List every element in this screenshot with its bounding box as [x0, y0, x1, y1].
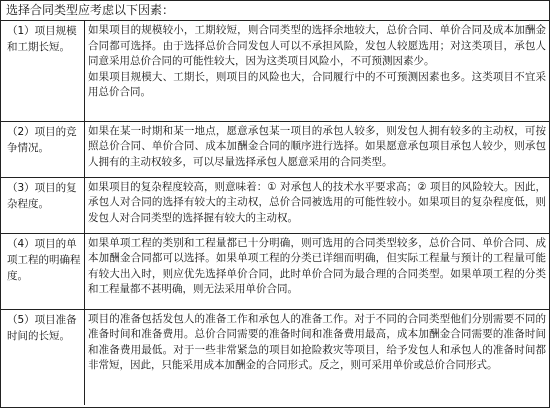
description-paragraph: 如果项目的规模较小，工期较短，则合同类型的选择余地较大，总价合同、单价合同及成本加酬金合同都可选择。由于选择总价合同发包人可以不承担风险，发包人较愿选用；对这类项目，承包人同意采用总价合同的可能性较大，因为这类项目风险小，不可预测因素少。 [88, 24, 546, 67]
factor-label: （2）项目的竞争情况。 [1, 121, 85, 177]
table-row [1, 309, 549, 405]
description-paragraph: 项目的准备包括发包人的准备工作和承包人的准备工作。对于不同的合同类型他们分别需要不同的准备时间和准备费用。总价合同需要的准备时间和准备费用最高，成本加酬金合同需要的准备时间和准备费用最低。对于一些非常紧急的项目如抢险救灾等项目，给予发包人和承包人的准备时间都非常短，因此，只能采用成本加酬金的合同形式。反之，则可采用单价或总价合同形式。 [88, 312, 546, 371]
factor-label: （3）项目的复杂程度。 [1, 177, 85, 233]
description-paragraph: 如果项目规模大、工期长，则项目的风险也大，合同履行中的不可预测因素也多。这类项目不宜采用总价合同。 [88, 70, 546, 98]
factor-description [85, 177, 550, 233]
table-row [1, 233, 549, 309]
factor-description [85, 233, 550, 309]
table-row [1, 177, 549, 233]
factor-description [85, 309, 550, 405]
table-row [1, 21, 549, 121]
description-paragraph: 如果在某一时期和某一地点，愿意承包某一项目的承包人较多，则发包人拥有较多的主动权，可按照总价合同、单价合同、成本加酬金合同的顺序进行选择。如果愿意承包项目承包人较少，则承包人拥有的主动权较多，可以尽量选择承包人愿意采用的合同类型。 [88, 124, 546, 168]
factor-label: （1）项目规模和工期长短。 [1, 21, 85, 121]
factor-table [1, 21, 549, 405]
factor-description [85, 21, 550, 121]
table-caption: 选择合同类型应考虑以下因素： [1, 1, 549, 21]
factor-label: （5）项目准备时间的长短。 [1, 309, 85, 405]
description-paragraph: 如果单项工程的类别和工程量都已十分明确，则可选用的合同类型较多，总价合同、单价合同、成本加酬金合同都可以选择。如果单项工程的分类已详细而明确，但实际工程量与预计的工程量可能有较大出入时，则应优先选择单价合同，此时单价合同为最合理的合同类型。如果单项工程的分类和工程量都不甚明确，则无法采用单价合同。 [88, 236, 546, 295]
factor-description [85, 121, 550, 177]
table-row [1, 121, 549, 177]
description-paragraph: 如果项目的复杂程度较高，则意味着：① 对承包人的技术水平要求高；② 项目的风险较大。因此，承包人对合同的选择有较大的主动权，总价合同被选用的可能性较小。如果项目的复杂程度低，则发包人对合同类型的选择握有较大的主动权。 [88, 180, 546, 224]
factor-label: （4）项目的单项工程的明确程度。 [1, 233, 85, 309]
